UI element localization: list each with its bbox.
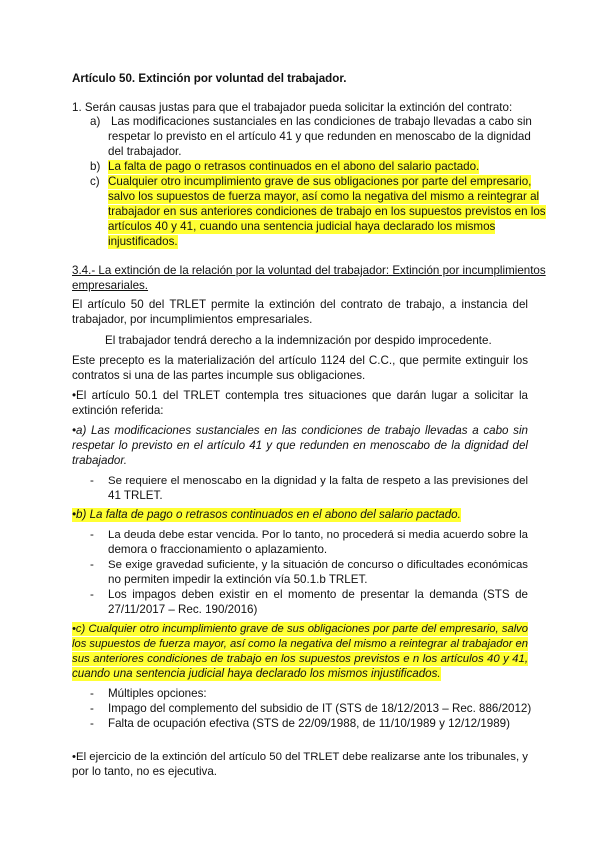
article-b-marker: b) bbox=[90, 160, 101, 173]
article-a-line: del trabajador. bbox=[108, 145, 182, 158]
paragraph: Este precepto es la materialización del artículo 1124 del C.C., que permite extinguir los bbox=[72, 354, 528, 367]
paragraph: contratos si una de las partes incumple sus obligaciones. bbox=[72, 369, 366, 382]
section-heading: 3.4.- La extinción de la relación por la voluntad del trabajador: Extinción por incumplimientos bbox=[72, 264, 546, 277]
bullet-text: demora o fraccionamiento o aplazamiento. bbox=[108, 543, 328, 556]
final-paragraph: •El ejercicio de la extinción del artículo 50 del TRLET debe realizarse ante los tribunales, y bbox=[72, 751, 528, 763]
bullet-text: 27/11/2017 – Rec. 190/2016) bbox=[108, 603, 258, 616]
bullet-text: Se exige gravedad suficiente, y la situación de concurso o dificultades económicas bbox=[108, 559, 528, 571]
article-title: Artículo 50. Extinción por voluntad del trabajador. bbox=[72, 72, 347, 85]
bullet-text: no permiten impedir la extinción vía 50.1.b TRLET. bbox=[108, 573, 368, 586]
paragraph: •El artículo 50.1 del TRLET contempla tres situaciones que darán lugar a solicitar la bbox=[72, 389, 528, 402]
bullet-dash: - bbox=[90, 474, 94, 487]
bullet-dash: - bbox=[90, 558, 94, 571]
article-c-line: trabajador en sus anteriores condiciones de trabajo en los supuestos previstos en los bbox=[108, 205, 546, 218]
paragraph: trabajador, por incumplimientos empresariales. bbox=[72, 313, 313, 326]
bullet-text: Los impagos deben existir en el momento de presentar la demanda (STS de bbox=[108, 588, 528, 601]
section-c-line: cuando una sentencia judicial haya declarado los mismos injustificados. bbox=[72, 667, 441, 680]
article-c-line: Cualquier otro incumplimiento grave de sus obligaciones por parte del empresario, bbox=[108, 175, 532, 188]
bullet-dash: - bbox=[90, 717, 94, 730]
article-a-marker: a) bbox=[90, 115, 101, 128]
bullet-dash: - bbox=[90, 528, 94, 541]
article-a-line: respetar lo previsto en el artículo 41 y que redunden en menoscabo de la dignidad bbox=[108, 130, 531, 143]
final-paragraph: por lo tanto, no es ejecutiva. bbox=[72, 765, 218, 778]
section-c-line: los supuestos de fuerza mayor, así como la negativa del mismo a reintegrar al trabajador en bbox=[72, 638, 528, 650]
article-a-line: Las modificaciones sustanciales en las condiciones de trabajo llevadas a cabo sin bbox=[111, 115, 532, 128]
article-c-line: salvo los supuestos de fuerza mayor, así como la negativa del mismo a reintegrar al bbox=[108, 190, 540, 203]
article-c-line: injustificados. bbox=[108, 235, 178, 248]
article-c-marker: c) bbox=[90, 175, 100, 188]
bullet-text: 41 TRLET. bbox=[108, 489, 163, 502]
bullet-text: Impago del complemento del subsidio de IT (STS de 18/12/2013 – Rec. 886/2012) bbox=[108, 702, 532, 715]
bullet-text: Múltiples opciones: bbox=[108, 687, 207, 700]
section-c-line: •c) Cualquier otro incumplimiento grave de sus obligaciones por parte del empresario, salvo bbox=[72, 623, 528, 635]
bullet-text: La deuda debe estar vencida. Por lo tanto, no procederá si media acuerdo sobre la bbox=[108, 529, 528, 541]
section-a-line: trabajador. bbox=[72, 454, 127, 467]
article-c-line: artículos 40 y 41, cuando una sentencia judicial haya declarado los mismos bbox=[108, 220, 496, 233]
section-b-line: •b) La falta de pago o retrasos continuados en el abono del salario pactado. bbox=[72, 508, 461, 521]
paragraph: extinción referida: bbox=[72, 404, 164, 417]
bullet-dash: - bbox=[90, 702, 94, 715]
bullet-text: Se requiere el menoscabo en la dignidad y la falta de respeto a las previsiones del bbox=[108, 475, 528, 487]
bullet-dash: - bbox=[90, 687, 94, 700]
section-c-line: sus anteriores condiciones de trabajo en los supuestos previstos e n los artículos 40 y 41, bbox=[72, 653, 528, 665]
article-intro: 1. Serán causas justas para que el trabajador pueda solicitar la extinción del contrato: bbox=[72, 101, 513, 114]
paragraph: El trabajador tendrá derecho a la indemnización por despido improcedente. bbox=[105, 334, 492, 347]
article-b-line: La falta de pago o retrasos continuados en el abono del salario pactado. bbox=[108, 160, 480, 173]
bullet-text: Falta de ocupación efectiva (STS de 22/09/1988, de 11/10/1989 y 12/12/1989) bbox=[108, 717, 510, 730]
section-heading: empresariales. bbox=[72, 279, 149, 292]
bullet-dash: - bbox=[90, 588, 94, 601]
section-a-line: •a) Las modificaciones sustanciales en las condiciones de trabajo llevadas a cabo sin bbox=[72, 424, 528, 437]
section-a-line: respetar lo previsto en el artículo 41 y que redunden en menoscabo de la dignidad del bbox=[72, 439, 528, 452]
paragraph: El artículo 50 del TRLET permite la extinción del contrato de trabajo, a instancia del bbox=[72, 298, 528, 311]
